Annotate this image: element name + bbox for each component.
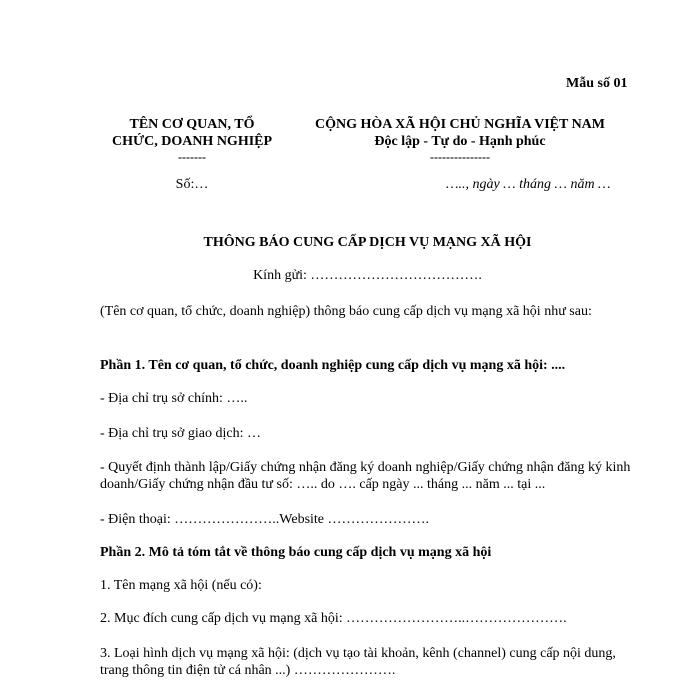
recipient-line: Kính gửi: ………………………………. bbox=[253, 268, 482, 283]
part2-heading: Phần 2. Mô tả tóm tắt về thông báo cung cấp dịch vụ mạng xã hội bbox=[100, 545, 492, 560]
form-number: Mẫu số 01 bbox=[566, 76, 628, 91]
contact-info: - Điện thoại: …………………..Website …………………. bbox=[100, 512, 430, 527]
transaction-office-address: - Địa chỉ trụ sở giao dịch: … bbox=[100, 426, 261, 441]
intro-paragraph: (Tên cơ quan, tổ chức, doanh nghiệp) thông báo cung cấp dịch vụ mạng xã hội như sau: bbox=[100, 304, 592, 319]
item-purpose: 2. Mục đích cung cấp dịch vụ mạng xã hội: ……………………..…………………. bbox=[100, 611, 567, 626]
org-name-line2: CHỨC, DOANH NGHIỆP bbox=[111, 134, 273, 149]
nation-motto: Độc lập - Tự do - Hạnh phúc bbox=[374, 134, 546, 149]
org-divider: ------- bbox=[178, 150, 206, 164]
document-title: THÔNG BÁO CUNG CẤP DỊCH VỤ MẠNG XÃ HỘI bbox=[203, 235, 532, 250]
doc-number: Số:… bbox=[175, 177, 209, 192]
org-name-line1: TÊN CƠ QUAN, TỔ bbox=[129, 117, 255, 132]
nation-title: CỘNG HÒA XÃ HỘI CHỦ NGHĨA VIỆT NAM bbox=[314, 117, 605, 132]
head-office-address: - Địa chỉ trụ sở chính: ….. bbox=[100, 391, 248, 406]
license-info: - Quyết định thành lập/Giấy chứng nhận đăng ký doanh nghiệp/Giấy chứng nhận đăng ký kinh doanh/Giấy chứng nhận đầu tư số: ….. do …. cấp ngày ... tháng ... năm ... tại ... bbox=[100, 460, 631, 492]
item-service-type: 3. Loại hình dịch vụ mạng xã hội: (dịch vụ tạo tài khoản, kênh (channel) cung cấp nội dung, trang thông tin điện tử cá nhân ...) …………………. bbox=[100, 646, 616, 678]
part1-heading: Phần 1. Tên cơ quan, tổ chức, doanh nghiệp cung cấp dịch vụ mạng xã hội: .... bbox=[100, 358, 566, 373]
date-line: ….., ngày … tháng … năm … bbox=[446, 177, 611, 192]
item-social-network-name: 1. Tên mạng xã hội (nếu có): bbox=[100, 578, 262, 593]
nation-divider: --------------- bbox=[430, 150, 490, 164]
